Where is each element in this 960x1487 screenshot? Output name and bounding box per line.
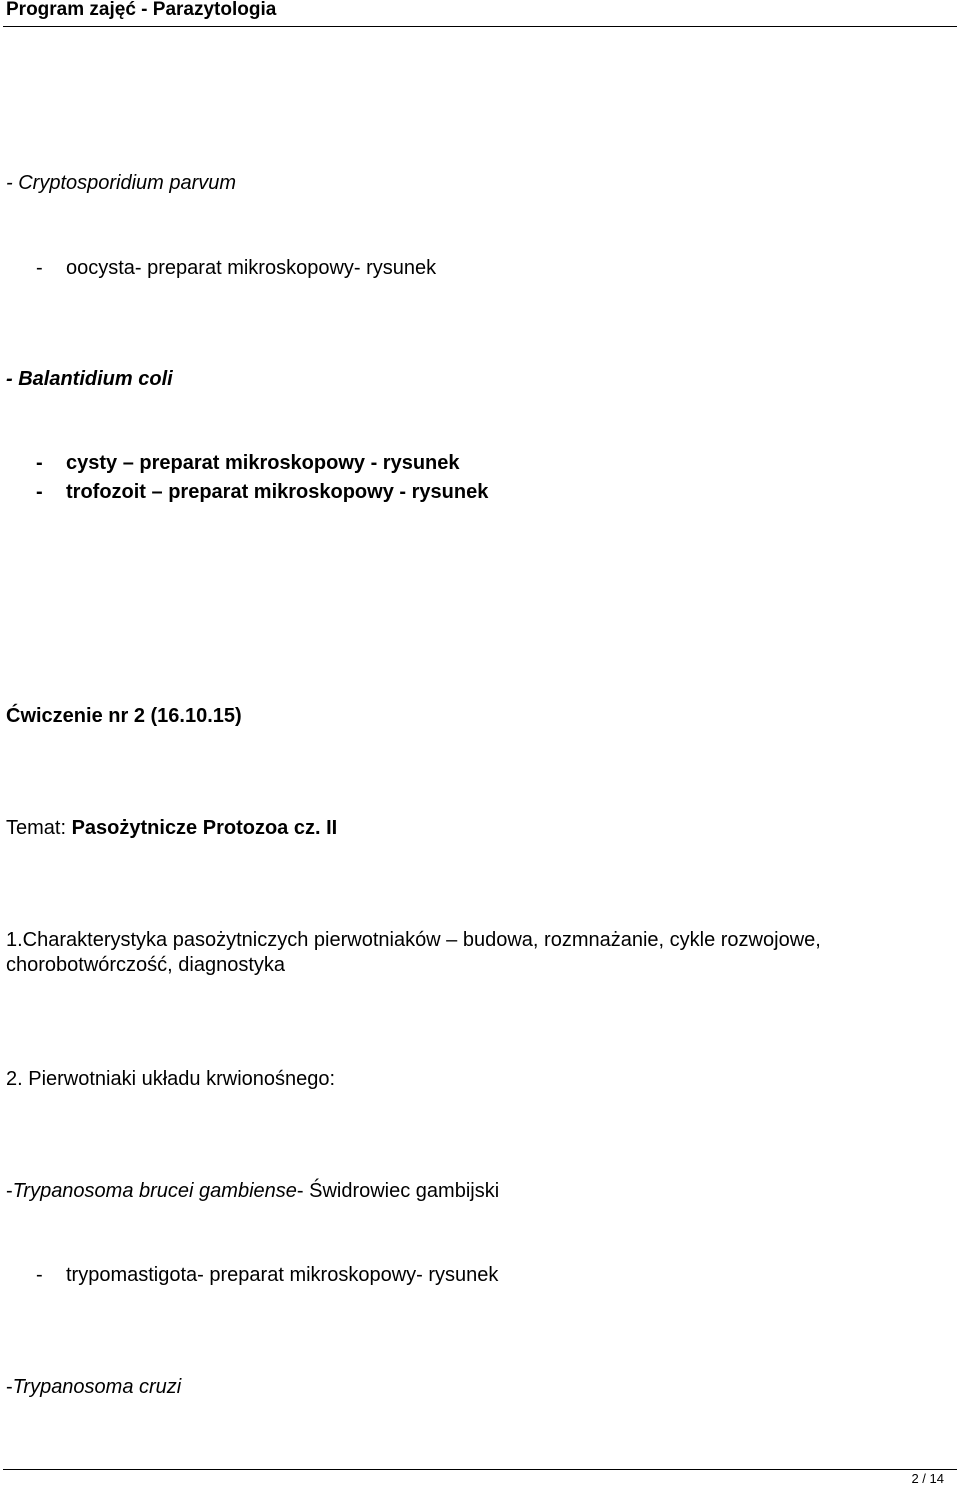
topic-line [6,816,337,840]
balantidium-item [36,451,460,475]
list-dash: - [36,257,43,279]
point-2-text: 2. Pierwotniaki układu krwionośnego: [6,1068,336,1090]
footer-divider [3,1469,957,1470]
trypanosoma-brucei-item [36,1263,498,1287]
heading-dash: - [6,1376,13,1398]
list-dash: - [36,481,43,503]
balantidium-heading: - Balantidium coli [6,368,173,390]
species-name: Trypanosoma cruzi [12,1376,182,1398]
cryptosporidium-item [36,256,436,280]
point-1-text: 1.Charakterystyka pasożytniczych pierwotniaków – budowa, rozmnażanie, cykle rozwojowe, chorobotwórczość, diagnostyka [6,929,821,976]
page-number: 2 / 14 [911,1471,944,1486]
balantidium-item [36,480,488,504]
species-name: Trypanosoma brucei gambiense [12,1180,297,1202]
cryptosporidium-heading: - Cryptosporidium parvum [6,172,237,194]
list-item-text: trypomastigota- preparat mikroskopowy- rysunek [66,1264,499,1286]
exercise-title: Ćwiczenie nr 2 (16.10.15) [6,705,242,727]
topic-label: Temat: [6,817,72,839]
list-item-text: oocysta- preparat mikroskopowy- rysunek [66,257,437,279]
document-header-title: Program zajęć - Parazytologia [6,0,277,20]
list-dash: - [36,1264,43,1286]
topic-value: Pasożytnicze Protozoa cz. II [71,817,338,839]
trypanosoma-brucei-heading [6,1179,499,1203]
trypanosoma-cruzi-heading [6,1375,181,1399]
list-dash: - [36,452,43,474]
list-item-text: trofozoit – preparat mikroskopowy - rysunek [66,481,489,503]
heading-dash: - [6,1180,13,1202]
list-item-text: cysty – preparat mikroskopowy - rysunek [66,452,460,474]
header-divider [3,26,957,27]
common-name: - Świdrowiec gambijski [296,1180,500,1202]
